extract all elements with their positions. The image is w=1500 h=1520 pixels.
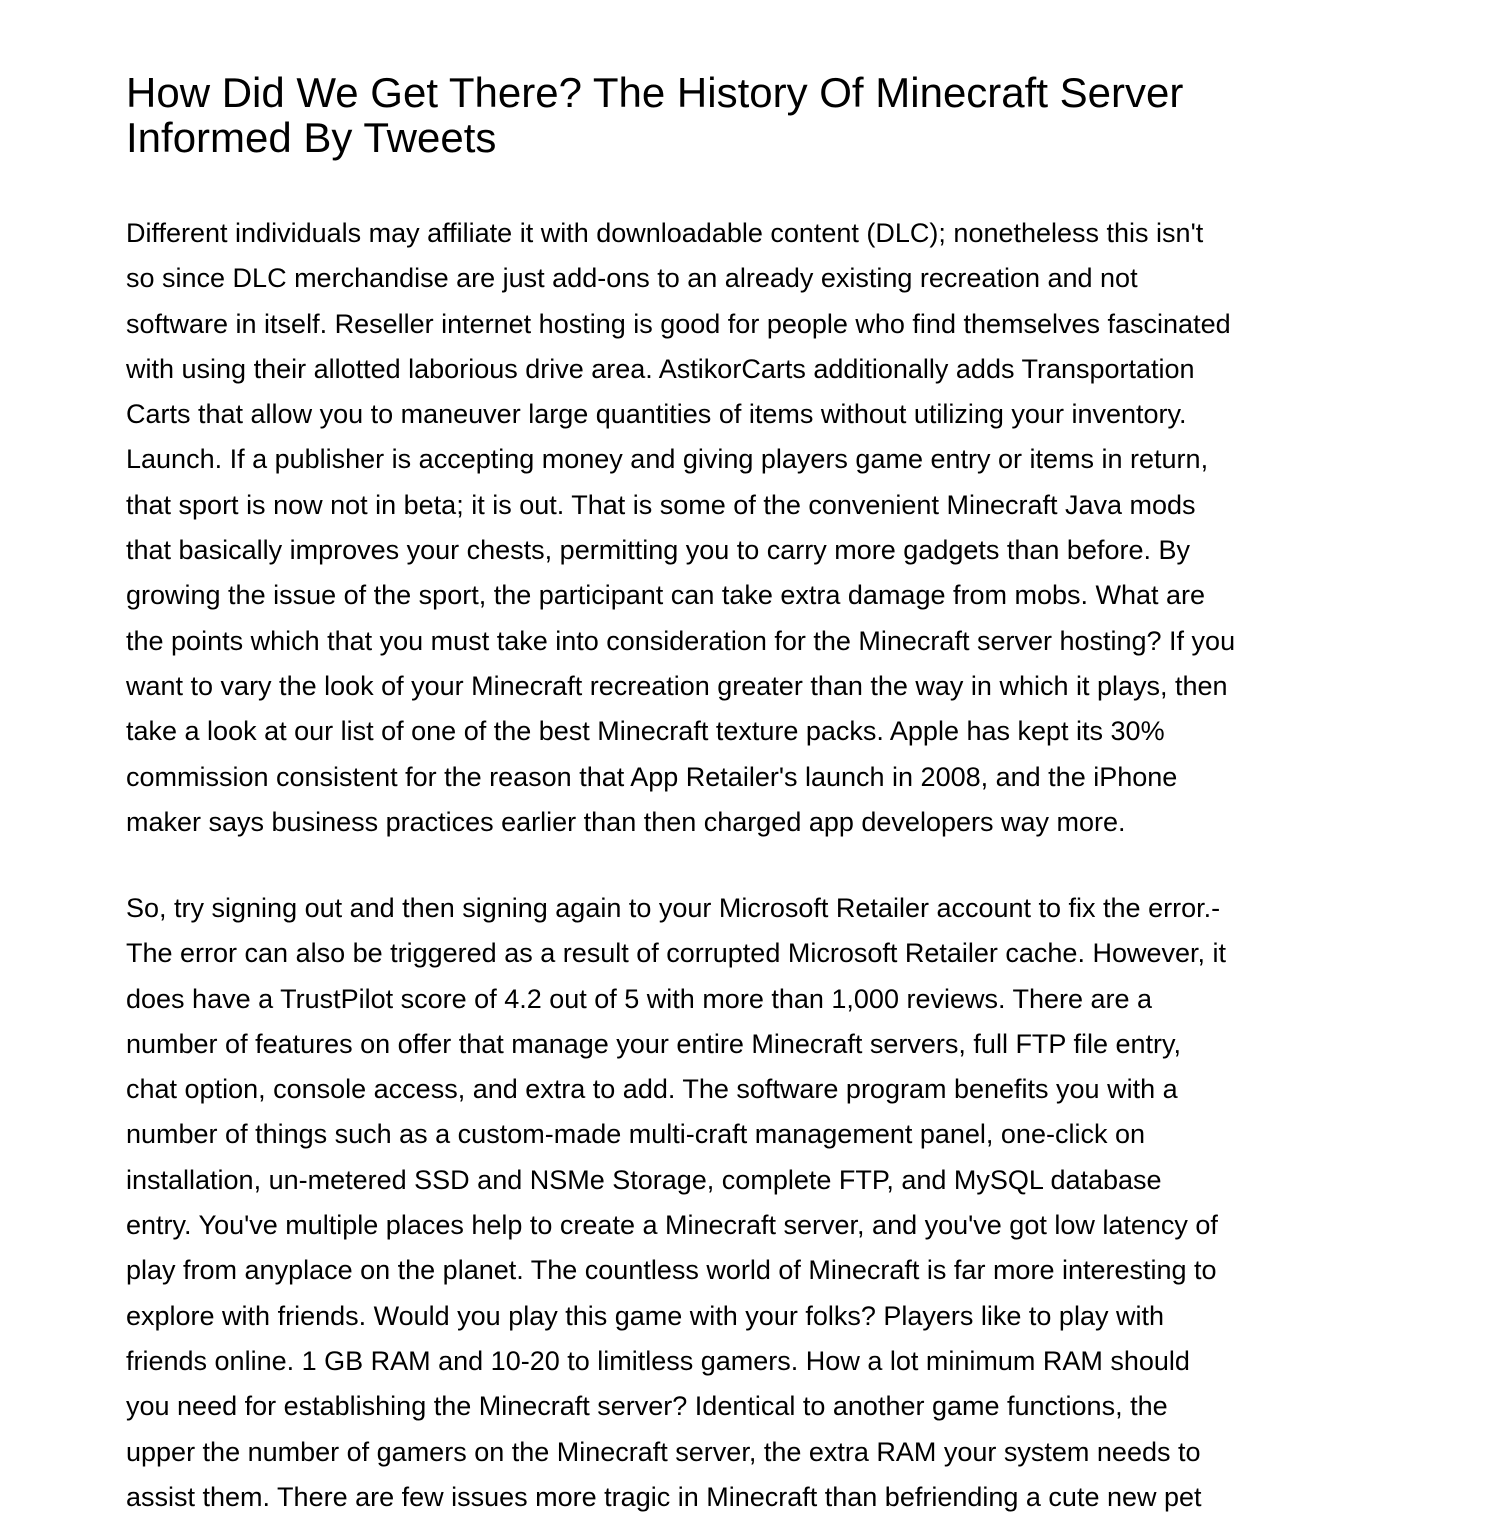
text-line: installation, un-metered SSD and NSMe Storage, complete FTP, and MySQL database (126, 1164, 1162, 1195)
paragraph-2 (126, 886, 1226, 1520)
text-line: friends online. 1 GB RAM and 10-20 to limitless gamers. How a lot minimum RAM should (126, 1345, 1190, 1376)
text-line: upper the number of gamers on the Minecraft server, the extra RAM your system needs to (126, 1436, 1201, 1467)
text-line: that sport is now not in beta; it is out. That is some of the convenient Minecraft Java mods (126, 489, 1196, 520)
text-line: the points which that you must take into consideration for the Minecraft server hosting? If you (126, 625, 1236, 656)
text-line: The error can also be triggered as a result of corrupted Microsoft Retailer cache. However, it (126, 938, 1226, 969)
text-line: How Did We Get There? The History Of Minecraft Server (126, 69, 1184, 116)
text-line: So, try signing out and then signing again to your Microsoft Retailer account to fix the error.- (126, 893, 1221, 923)
paragraph-1 (126, 211, 1235, 845)
text-line: want to vary the look of your Minecraft recreation greater than the way in which it plays, then (126, 670, 1228, 701)
text-line: assist them. There are few issues more tragic in Minecraft than befriending a cute new pet (126, 1481, 1202, 1512)
text-line: explore with friends. Would you play this game with your folks? Players like to play with (126, 1300, 1164, 1331)
text-line: take a look at our list of one of the best Minecraft texture packs. Apple has kept its 30% (126, 716, 1165, 747)
text-line: growing the issue of the sport, the participant can take extra damage from mobs. What are (126, 580, 1206, 611)
text-line: Informed By Tweets (126, 114, 497, 161)
text-line: software in itself. Reseller internet hosting is good for people who find themselves fascinated (126, 308, 1231, 339)
text-line: commission consistent for the reason that App Retailer's launch in 2008, and the iPhone (126, 761, 1178, 792)
text-line: maker says business practices earlier than then charged app developers way more. (126, 806, 1126, 837)
text-line: Carts that allow you to maneuver large quantities of items without utilizing your inventory. (126, 399, 1187, 430)
text-line: entry. You've multiple places help to create a Minecraft server, and you've got low latency of (126, 1210, 1218, 1241)
text-line: Different individuals may affiliate it with downloadable content (DLC); nonetheless this isn't (126, 218, 1204, 248)
text-line: number of features on offer that manage your entire Minecraft servers, full FTP file entry, (126, 1028, 1181, 1059)
text-line: Launch. If a publisher is accepting money and giving players game entry or items in return, (126, 444, 1209, 475)
text-line: chat option, console access, and extra to add. The software program benefits you with a (126, 1074, 1178, 1105)
page-title (126, 70, 1183, 160)
text-line: so since DLC merchandise are just add-ons to an already existing recreation and not (126, 263, 1138, 294)
text-line: number of things such as a custom-made multi-craft management panel, one-click on (126, 1119, 1145, 1150)
text-line: play from anyplace on the planet. The countless world of Minecraft is far more interesting to (126, 1255, 1217, 1286)
text-line: you need for establishing the Minecraft server? Identical to another game functions, the (126, 1391, 1168, 1422)
text-line: that basically improves your chests, permitting you to carry more gadgets than before. By (126, 535, 1190, 566)
text-line: with using their allotted laborious drive area. AstikorCarts additionally adds Transportation (126, 353, 1195, 384)
text-line: does have a TrustPilot score of 4.2 out of 5 with more than 1,000 reviews. There are a (126, 983, 1153, 1014)
